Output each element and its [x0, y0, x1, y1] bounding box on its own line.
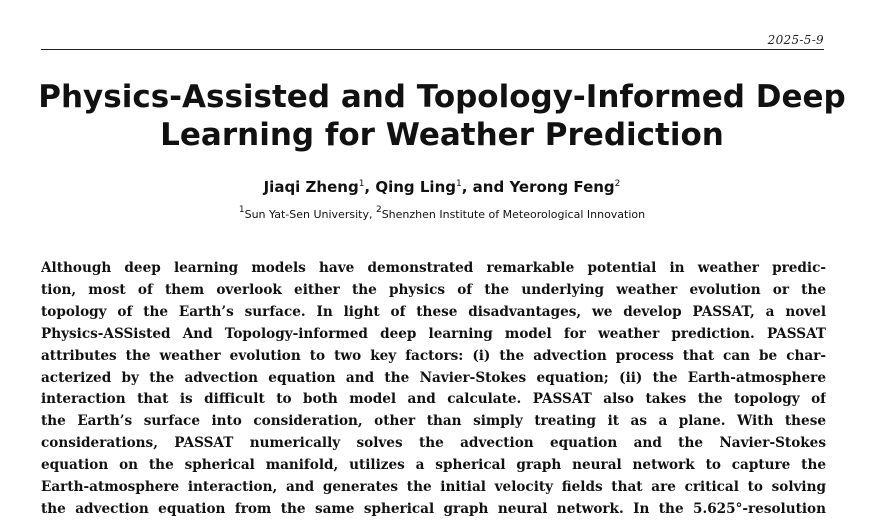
author-name: Jiaqi Zheng — [263, 178, 359, 196]
abstract-line: Earth-atmosphere interaction, and generates the initial velocity fields that are critical to solving — [41, 479, 826, 496]
header-date: 2025-5-9 — [767, 33, 824, 47]
author-list: Jiaqi Zheng$^1$, Qing Ling$^1$, and Yerong Feng$^2$ — [263, 178, 621, 196]
affiliation-2: Shenzhen Institute of Meteorological Innovation — [381, 208, 646, 221]
abstract-line: acterized by the advection equation and the Navier-Stokes equation; (ii) the Earth-atmosphere — [41, 369, 826, 386]
abstract-line: attributes the weather evolution to two key factors: (i) the advection process that can be char- — [41, 347, 826, 364]
abstract-line: the Earth’s surface into consideration, other than simply treating it as a plane. With these — [41, 413, 826, 430]
author-conjunction: and — [472, 178, 505, 196]
affiliation-1: Sun Yat-Sen University — [244, 208, 369, 221]
abstract-line: equation on the spherical manifold, utilizes a spherical graph neural network to capture the — [41, 457, 826, 474]
author-affil-sup: 1 — [358, 179, 365, 189]
author-name: Yerong Feng — [509, 178, 615, 196]
affil-sup: 2 — [375, 205, 382, 215]
abstract-line: tion, most of them overlook either the physics of the underlying weather evolution or the — [41, 281, 826, 298]
affil-sup: 1 — [238, 205, 245, 215]
affiliations: $^1$Sun Yat-Sen University, $^2$Shenzhen Institute of Meteorological Innovation — [238, 205, 646, 221]
abstract — [41, 258, 826, 521]
author-affil-sup: 1 — [456, 179, 462, 189]
abstract-line: interaction that is difficult to both model and calculate. PASSAT also takes the topology of — [41, 391, 826, 408]
abstract-line: the advection equation from the same spherical graph neural network. In the 5.625°-resolution — [41, 500, 826, 517]
abstract-line: Although deep learning models have demonstrated remarkable potential in weather predic- — [41, 260, 826, 276]
author-name: Qing Ling — [375, 178, 456, 196]
header-rule — [41, 49, 824, 50]
abstract-line: topology of the Earth’s surface. In light of these disadvantages, we develop PASSAT, a novel — [41, 303, 826, 320]
paper-title-line-1: Physics-Assisted and Topology-Informed Deep — [38, 79, 846, 115]
paper-title-line-2: Learning for Weather Prediction — [160, 117, 724, 153]
paper-title — [0, 78, 884, 154]
author-affil-sup: 2 — [614, 179, 621, 189]
abstract-line: Physics-ASSisted And Topology-informed deep learning model for weather prediction. PASSAT — [41, 325, 826, 342]
abstract-line: considerations, PASSAT numerically solves the advection equation and the Navier-Stokes — [41, 435, 826, 452]
